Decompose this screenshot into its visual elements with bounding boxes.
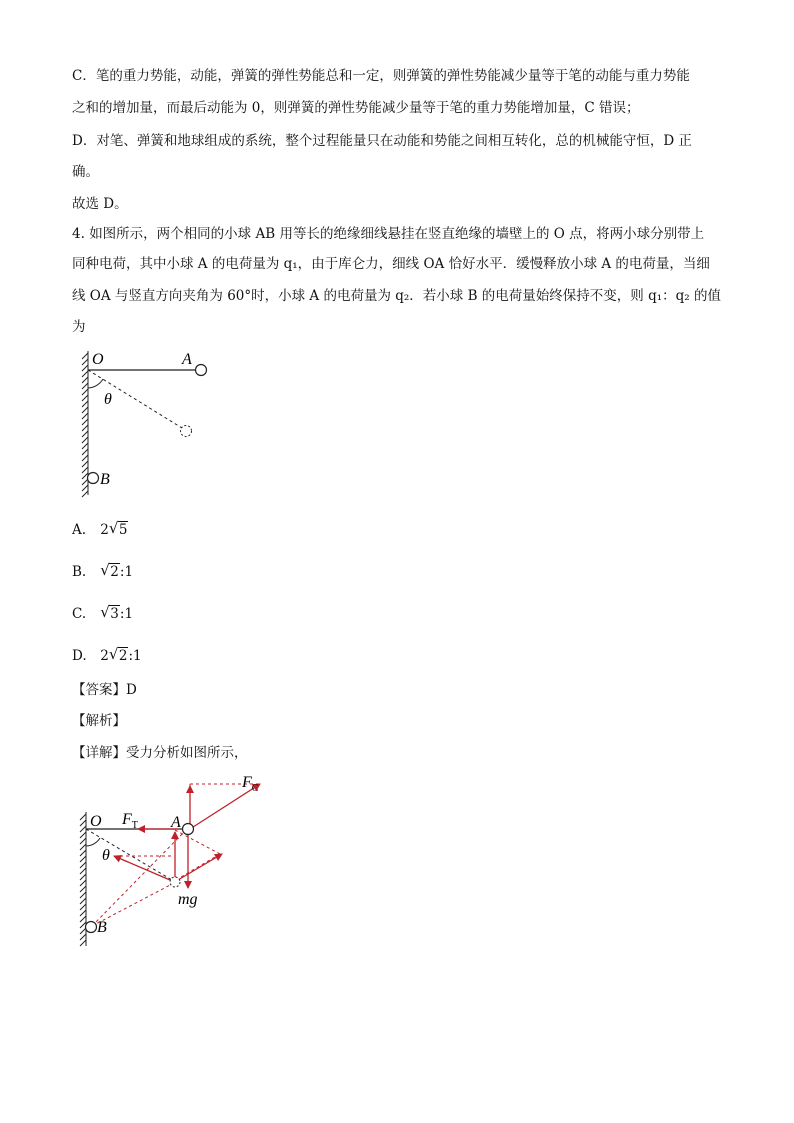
option-d-label: D.: [72, 648, 87, 664]
label-mg: mg: [178, 891, 198, 908]
label-a: A: [182, 351, 192, 368]
ball-a-dashed: [181, 426, 192, 437]
ball-b: [88, 473, 99, 484]
label-o: O: [92, 351, 104, 368]
question-number: 4.: [72, 226, 85, 242]
angle-arc-2: [86, 838, 100, 846]
solution-c-line2: 之和的增加量，而最后动能为 0，则弹簧的弹性势能减少量等于笔的重力势能增加量，C 错误；: [72, 100, 640, 116]
label-b-2: B: [97, 919, 107, 936]
detail-line: [72, 743, 722, 763]
option-a-label: A.: [72, 522, 87, 538]
answer-value: D: [126, 682, 137, 698]
option-b-sqrt: √ 2: [100, 561, 119, 580]
option-c-tail: :1: [119, 606, 134, 622]
option-d-tail: :1: [128, 648, 142, 664]
label-ft: $F_T$: [122, 811, 138, 831]
solution-c-line1: C．笔的重力势能，动能，弹簧的弹性势能总和一定，则弹簧的弹性势能减少量等于笔的动能与重力势能: [72, 68, 690, 84]
option-c-label: C.: [72, 606, 87, 622]
option-b[interactable]: [72, 562, 133, 582]
option-c-radicand: 3: [110, 606, 119, 622]
answer-line: [72, 680, 722, 700]
construction-lines: [92, 784, 260, 926]
label-a-2: A: [171, 814, 181, 831]
analysis-tag: 【解析】: [72, 713, 126, 729]
figure-1-diagram: [70, 345, 220, 505]
option-d-sqrt: √ 2: [108, 645, 128, 664]
question-line3: 线 OA 与竖直方向夹角为 60°时，小球 A 的电荷量为 q₂．若小球 B 的电荷量始终保持不变，则 q₁：q₂ 的值: [72, 288, 721, 304]
label-b: B: [100, 471, 110, 488]
ball-a-2: [183, 824, 194, 835]
option-b-label: B.: [72, 564, 87, 580]
arrow-lower-left: [114, 856, 170, 880]
option-c-sqrt: √ 3: [100, 603, 119, 622]
solution-d-line2: 确。: [72, 164, 99, 180]
option-a-coef: 2: [100, 522, 109, 538]
ball-b-2: [86, 922, 97, 933]
label-fc: $F_C$: [242, 774, 259, 794]
option-b-tail: :1: [119, 564, 134, 580]
arrow-lower-right: [178, 854, 222, 880]
option-d-radicand: 2: [118, 648, 128, 664]
solution-d-line1: D．对笔、弹簧和地球组成的系统，整个过程能量只在动能和势能之间相互转化，总的机械能守恒，D 正: [72, 133, 692, 149]
thread-dashed: [88, 370, 182, 428]
option-d[interactable]: [72, 646, 142, 666]
ball-a-dashed-2: [170, 877, 180, 887]
label-theta-2: θ: [102, 847, 110, 864]
angle-arc: [88, 379, 103, 388]
ball-a: [196, 365, 207, 376]
option-a[interactable]: [72, 520, 128, 540]
option-a-radicand: 5: [118, 522, 128, 538]
option-c[interactable]: [72, 604, 133, 624]
option-b-radicand: 2: [110, 564, 119, 580]
question-line4: 为: [72, 319, 86, 335]
figure-2-force-diagram: [70, 770, 270, 950]
solution-choose: 故选 D。: [72, 196, 128, 212]
option-d-coef: 2: [100, 648, 109, 664]
label-o-2: O: [90, 813, 102, 830]
question-line2: 同种电荷，其中小球 A 的电荷量为 q₁，由于库仑力，细线 OA 恰好水平．缓慢释放小球 A 的电荷量，当细: [72, 256, 710, 272]
label-theta: θ: [104, 391, 112, 408]
thread-dashed-2: [86, 829, 172, 880]
detail-text: 受力分析如图所示，: [126, 745, 248, 761]
answer-tag: 【答案】: [72, 682, 126, 698]
question-text-1: 如图所示，两个相同的小球 AB 用等长的绝缘细线悬挂在竖直绝缘的墙壁上的 O 点，将两小球分别带上: [89, 226, 705, 242]
option-a-sqrt: √ 5: [108, 519, 128, 538]
wall-hatch: [82, 351, 88, 497]
question-line1: [72, 224, 722, 244]
detail-tag: 【详解】: [72, 745, 126, 761]
